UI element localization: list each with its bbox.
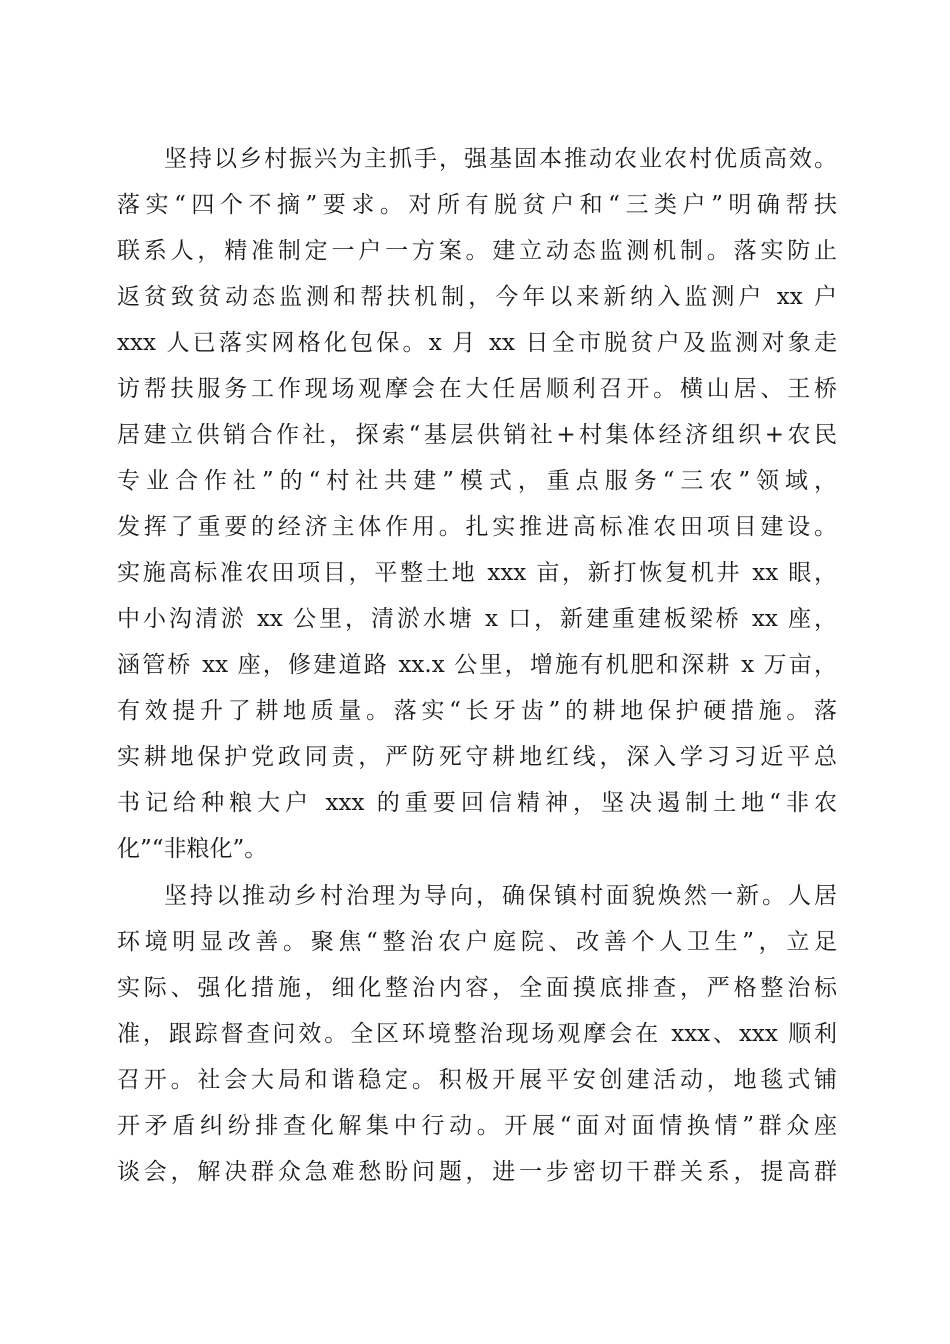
paragraph-line: 准，跟踪督查问效。全区环境整治现场观摩会在 xxx、xxx 顺利	[117, 1021, 837, 1047]
paragraph-line: 环境明显改善。聚焦“整治农户庭院、改善个人卫生”，立足	[117, 929, 837, 955]
paragraph-line: 坚持以乡村振兴为主抓手，强基固本推动农业农村优质高效。	[164, 146, 837, 172]
paragraph-line: 专业合作社”的“村社共建”模式，重点服务“三农”领域，	[117, 468, 837, 494]
paragraph-line: 涵管桥 xx 座，修建道路 xx.x 公里，增施有机肥和深耕 x 万亩，	[117, 652, 837, 678]
paragraph-line: xxx 人已落实网格化包保。x 月 xx 日全市脱贫户及监测对象走	[117, 330, 837, 356]
paragraph-line: 中小沟清淤 xx 公里，清淤水塘 x 口，新建重建板梁桥 xx 座，	[117, 606, 837, 632]
paragraph-line: 返贫致贫动态监测和帮扶机制，今年以来新纳入监测户 xx 户	[117, 284, 837, 310]
paragraph-line: 访帮扶服务工作现场观摩会在大任居顺利召开。横山居、王桥	[117, 376, 837, 402]
paragraph-line: 实施高标准农田项目，平整土地 xxx 亩，新打恢复机井 xx 眼，	[117, 560, 837, 586]
paragraph-line: 居建立供销合作社，探索“基层供销社+村集体经济组织+农民	[117, 422, 837, 448]
paragraph-line: 实耕地保护党政同责，严防死守耕地红线，深入学习习近平总	[117, 744, 837, 770]
paragraph-line: 联系人，精准制定一户一方案。建立动态监测机制。落实防止	[117, 238, 837, 264]
paragraph-line: 谈会，解决群众急难愁盼问题，进一步密切干群关系，提高群	[117, 1159, 837, 1185]
paragraph-line: 发挥了重要的经济主体作用。扎实推进高标准农田项目建设。	[117, 514, 837, 540]
paragraph-line: 坚持以推动乡村治理为导向，确保镇村面貌焕然一新。人居	[164, 883, 837, 909]
paragraph-line: 实际、强化措施，细化整治内容，全面摸底排查，严格整治标	[117, 975, 837, 1001]
paragraph-line: 书记给种粮大户 xxx 的重要回信精神，坚决遏制土地“非农	[117, 790, 837, 816]
paragraph-line: 召开。社会大局和谐稳定。积极开展平安创建活动，地毯式铺	[117, 1067, 837, 1093]
paragraph-line: 有效提升了耕地质量。落实“长牙齿”的耕地保护硬措施。落	[117, 698, 837, 724]
paragraph-line: 化”“非粮化”。	[117, 836, 268, 862]
paragraph-line: 开矛盾纠纷排查化解集中行动。开展“面对面情换情”群众座	[117, 1113, 837, 1139]
paragraph-line: 落实“四个不摘”要求。对所有脱贫户和“三类户”明确帮扶	[117, 192, 837, 218]
